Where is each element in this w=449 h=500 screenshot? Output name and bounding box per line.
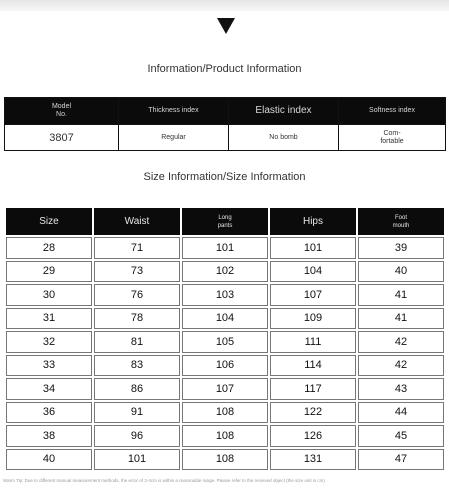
- cell-foot-mouth: 47: [358, 449, 444, 471]
- down-arrow-icon: [217, 18, 235, 34]
- cell-size: 33: [6, 355, 92, 377]
- cell-waist: 101: [94, 449, 180, 471]
- cell-long-pants: 108: [182, 449, 268, 471]
- cell-foot-mouth: 42: [358, 355, 444, 377]
- size-table: [4, 206, 446, 472]
- cell-size: 32: [6, 331, 92, 353]
- product-info-title: Information/Product Information: [147, 63, 302, 75]
- cell-size: 40: [6, 449, 92, 471]
- cell-foot-mouth: 45: [358, 425, 444, 447]
- cell-hips: 117: [270, 378, 356, 400]
- cell-waist: 91: [94, 402, 180, 424]
- header-elastic-index: Elastic index: [229, 98, 339, 124]
- cell-long-pants: 108: [182, 425, 268, 447]
- table-row: [6, 425, 444, 447]
- cell-waist: 96: [94, 425, 180, 447]
- cell-long-pants: 106: [182, 355, 268, 377]
- cell-hips: 122: [270, 402, 356, 424]
- cell-size: 31: [6, 308, 92, 330]
- cell-size: 30: [6, 284, 92, 306]
- cell-size: 28: [6, 237, 92, 259]
- product-header-row: [5, 98, 445, 124]
- warm-tip: Warm Tip: Due to different manual measurement methods, the error of 2-4cm is within a reasonable range. Please refer to the received object (the size unit is cm): [3, 478, 325, 483]
- cell-waist: 78: [94, 308, 180, 330]
- cell-size: 29: [6, 261, 92, 283]
- cell-foot-mouth: 42: [358, 331, 444, 353]
- cell-size: 36: [6, 402, 92, 424]
- top-strip: [0, 0, 449, 11]
- header-size: Size: [6, 208, 92, 235]
- cell-foot-mouth: 39: [358, 237, 444, 259]
- cell-waist: 81: [94, 331, 180, 353]
- header-foot-mouth: Foot mouth: [358, 208, 444, 235]
- table-row: [6, 402, 444, 424]
- value-thickness: Regular: [119, 124, 229, 150]
- size-header-row: [6, 208, 444, 235]
- cell-long-pants: 103: [182, 284, 268, 306]
- cell-foot-mouth: 43: [358, 378, 444, 400]
- cell-waist: 83: [94, 355, 180, 377]
- cell-long-pants: 101: [182, 237, 268, 259]
- cell-long-pants: 107: [182, 378, 268, 400]
- cell-long-pants: 104: [182, 308, 268, 330]
- table-row: [6, 355, 444, 377]
- header-hips: Hips: [270, 208, 356, 235]
- cell-waist: 73: [94, 261, 180, 283]
- header-waist: Waist: [94, 208, 180, 235]
- value-softness: Com- fortable: [339, 124, 445, 150]
- cell-hips: 101: [270, 237, 356, 259]
- cell-size: 38: [6, 425, 92, 447]
- table-row: [6, 284, 444, 306]
- table-row: [6, 237, 444, 259]
- table-row: [6, 331, 444, 353]
- header-softness-index: Softness index: [339, 98, 445, 124]
- product-info-table: [4, 97, 446, 151]
- cell-size: 34: [6, 378, 92, 400]
- cell-long-pants: 102: [182, 261, 268, 283]
- cell-foot-mouth: 41: [358, 284, 444, 306]
- cell-foot-mouth: 44: [358, 402, 444, 424]
- value-elastic: No bomb: [229, 124, 339, 150]
- value-model-no: 3807: [5, 124, 119, 150]
- header-thickness-index: Thickness index: [119, 98, 229, 124]
- cell-hips: 126: [270, 425, 356, 447]
- cell-hips: 111: [270, 331, 356, 353]
- cell-hips: 107: [270, 284, 356, 306]
- cell-hips: 114: [270, 355, 356, 377]
- cell-long-pants: 105: [182, 331, 268, 353]
- cell-waist: 86: [94, 378, 180, 400]
- product-value-row: [5, 124, 445, 150]
- cell-waist: 71: [94, 237, 180, 259]
- cell-hips: 104: [270, 261, 356, 283]
- table-row: [6, 308, 444, 330]
- cell-waist: 76: [94, 284, 180, 306]
- table-row: [6, 449, 444, 471]
- cell-foot-mouth: 40: [358, 261, 444, 283]
- cell-hips: 109: [270, 308, 356, 330]
- table-row: [6, 378, 444, 400]
- cell-long-pants: 108: [182, 402, 268, 424]
- cell-foot-mouth: 41: [358, 308, 444, 330]
- header-model-no: Model No.: [5, 98, 119, 124]
- table-row: [6, 261, 444, 283]
- cell-hips: 131: [270, 449, 356, 471]
- size-info-title: Size Information/Size Information: [143, 171, 306, 183]
- header-long-pants: Long pants: [182, 208, 268, 235]
